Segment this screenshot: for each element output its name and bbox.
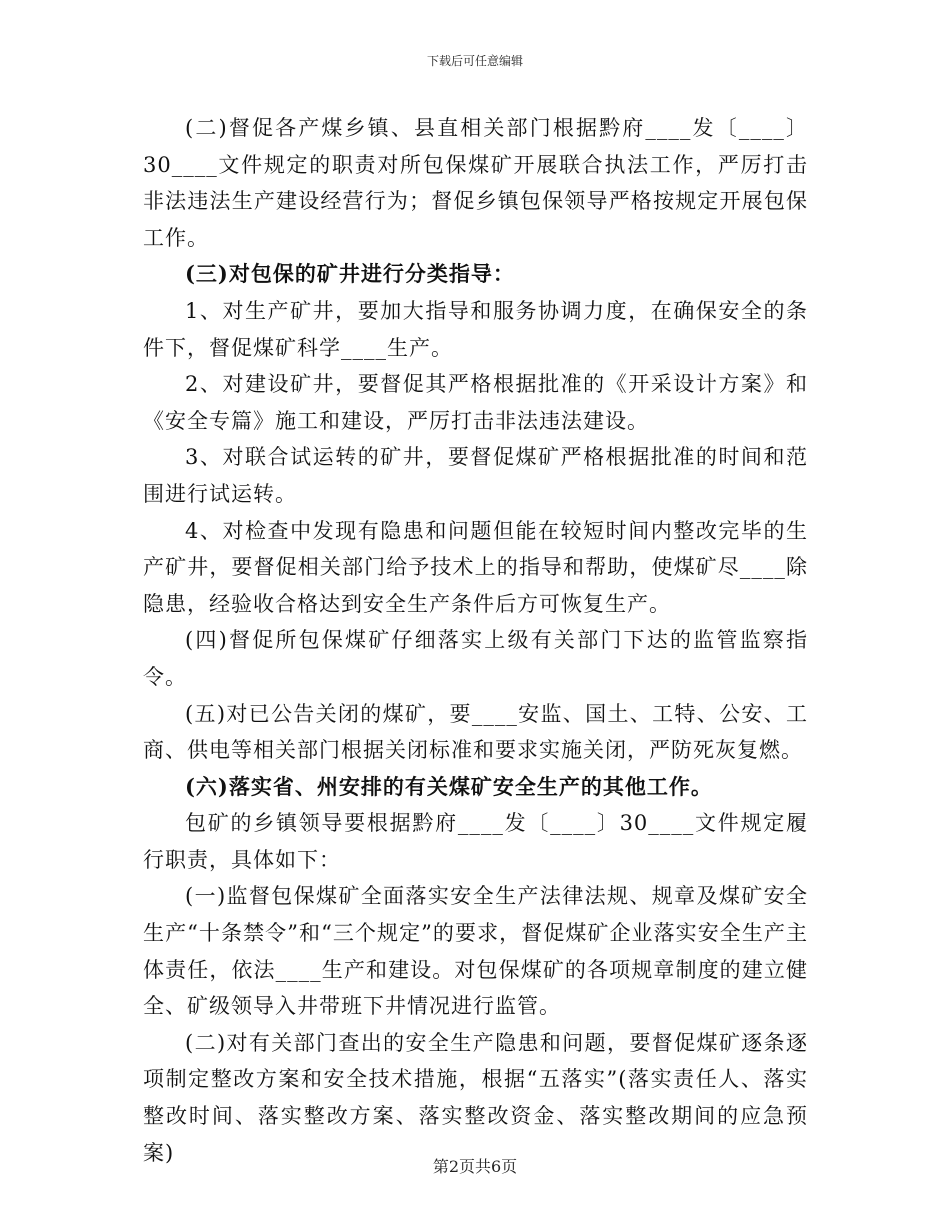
paragraph-hazard-rectification: 4、对检查中发现有隐患和问题但能在较短时间内整改完毕的生产矿井，要督促相关部门给予技术上的指导和帮助，使煤矿尽____除隐患，经验收合格达到安全生产条件后方可恢复生产。 [143, 518, 808, 616]
page-header: 下载后可任意编辑 [426, 54, 523, 68]
document-body [143, 110, 808, 1171]
heading-other-work: (六)落实省、州安排的有关煤矿安全生产的其他工作。 [185, 773, 713, 799]
paragraph-township-leaders: 包矿的乡镇领导要根据黔府____发〔____〕30____文件规定履行职责，具体如下： [143, 811, 808, 872]
paragraph-five-implementations: (二)对有关部门查出的安全生产隐患和问题，要督促煤矿逐条逐项制定整改方案和安全技术措施，根据“五落实”(落实责任人、落实整改时间、落实整改方案、落实整改资金、落实整改期间的应急预案) [143, 1030, 808, 1165]
paragraph-trial-operation: 3、对联合试运转的矿井，要督促煤矿严格根据批准的时间和范围进行试运转。 [143, 445, 808, 506]
paragraph-supervision-orders: (四)督促所包保煤矿仔细落实上级有关部门下达的监管监察指令。 [143, 628, 808, 689]
paragraph-supervise-departments: (二)督促各产煤乡镇、县直相关部门根据黔府____发〔____〕30____文件规定的职责对所包保煤矿开展联合执法工作，严厉打击非法违法生产建设经营行为；督促乡镇包保领导严格按规定开展包保工作。 [143, 116, 808, 250]
paragraph-closed-mines: (五)对已公告关闭的煤矿，要____安监、国土、工特、公安、工商、供电等相关部门根据关闭标准和要求实施关闭，严防死灰复燃。 [143, 701, 808, 763]
heading-classified-guidance: (三)对包保的矿井进行分类指导： [185, 261, 515, 287]
paragraph-supervise-laws: (一)监督包保煤矿全面落实安全生产法律法规、规章及煤矿安全生产“十条禁令”和“三个规定”的要求，督促煤矿企业落实安全生产主体责任，依法____生产和建设。对包保煤矿的各项规章制度的建立健全、矿级领导入井带班下井情况进行监管。 [143, 884, 808, 1019]
paragraph-construction-mines: 2、对建设矿井，要督促其严格根据批准的《开采设计方案》和《安全专篇》施工和建设，严厉打击非法违法建设。 [143, 372, 808, 433]
paragraph-production-mines: 1、对生产矿井，要加大指导和服务协调力度，在确保安全的条件下，督促煤矿科学____生产。 [143, 298, 808, 360]
page-footer: 第2页共6页 [432, 1157, 518, 1176]
